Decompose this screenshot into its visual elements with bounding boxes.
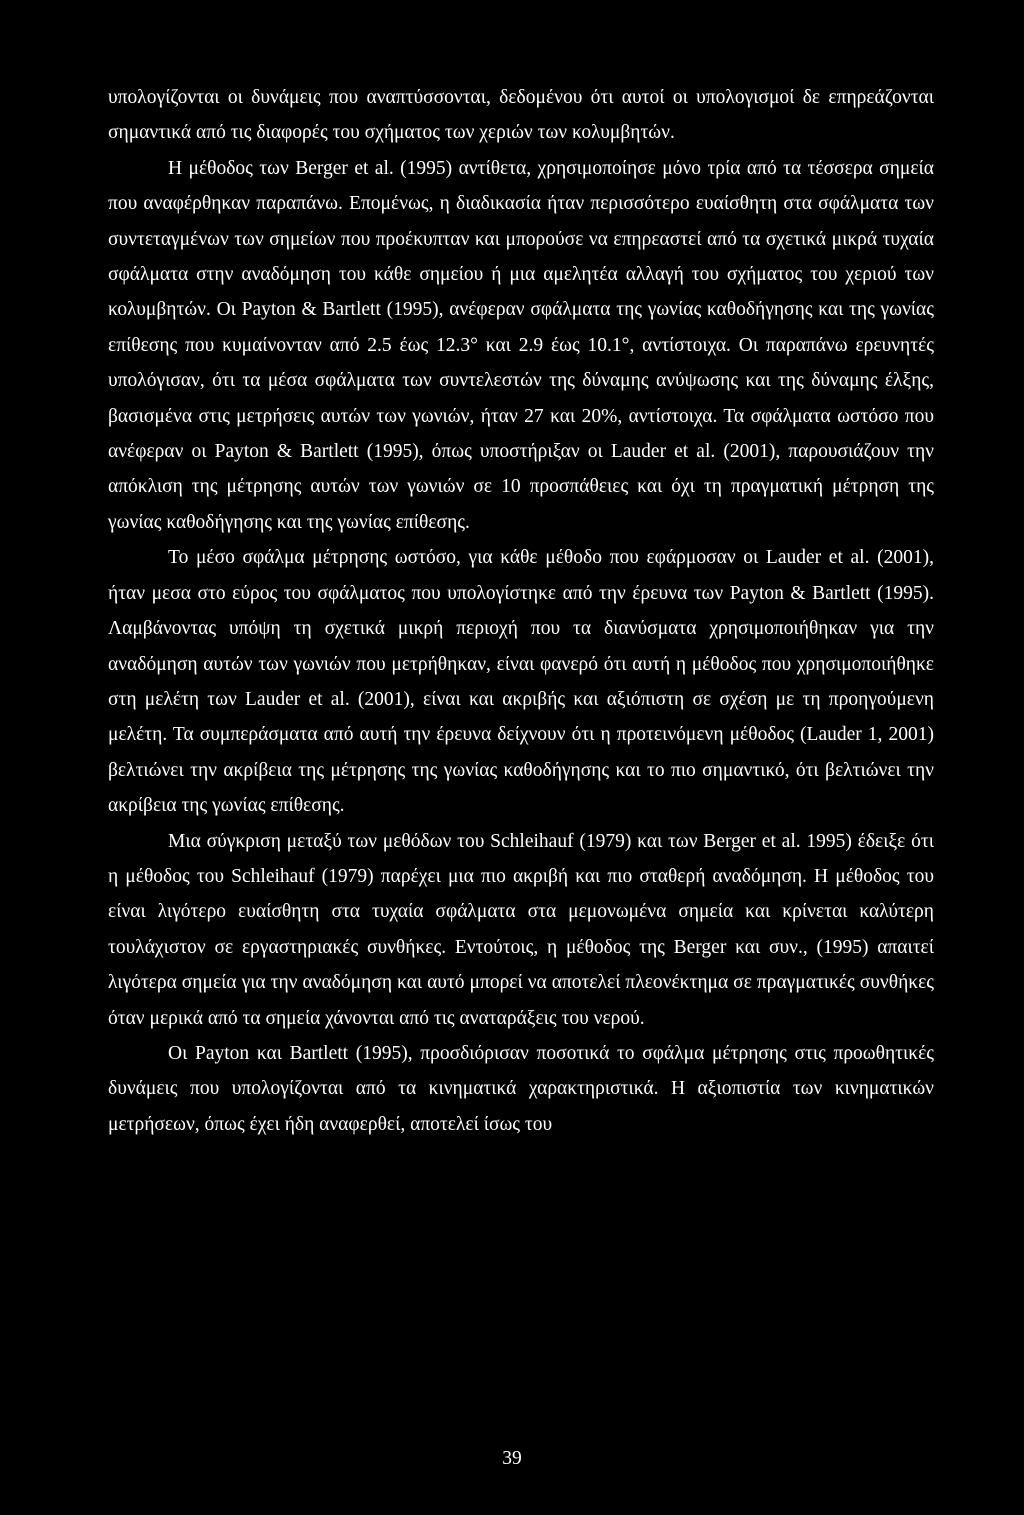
paragraph-3: Το μέσο σφάλμα μέτρησης ωστόσο, για κάθε μέθοδο που εφάρμοσαν οι Lauder et al. (2001), ήταν μεσα στο εύρος του σφάλματος που υπολογίστηκε από την έρευνα των Payton & Bartlett (1995). Λαμβάνοντας υπόψη τη σχετικά μικρή περιοχή που τα διανύσματα χρησιμοποιήθηκαν για την αναδόμηση αυτών των γωνιών που μετρήθηκαν, είναι φανερό ότι αυτή η μέθοδος που χρησιμοποιήθηκε στη μελέτη των Lauder et al. (2001), είναι και ακριβής και αξιόπιστη σε σχέση με τη προηγούμενη μελέτη. Τα συμπεράσματα από αυτή την έρευνα δείχνουν ότι η προτεινόμενη μέθοδος (Lauder 1, 2001) βελτιώνει την ακρίβεια της μέτρησης της γωνίας καθοδήγησης και το πιο σημαντικό, ότι βελτιώνει την ακρίβεια της γωνίας επίθεσης. <box>108 547 934 817</box>
paragraph-5: Οι Payton και Bartlett (1995), προσδιόρισαν ποσοτικά το σφάλμα μέτρησης στις προωθητικές δυνάμεις που υπολογίζονται από τα κινηματικά χαρακτηριστικά. Η αξιοπιστία των κινηματικών μετρήσεων, όπως έχει ήδη αναφερθεί, αποτελεί ίσως του <box>108 1042 934 1135</box>
page-number: 39 <box>502 1448 522 1469</box>
paragraph-2: Η μέθοδος των Berger et al. (1995) αντίθετα, χρησιμοποίησε μόνο τρία από τα τέσσερα σημεία που αναφέρθηκαν παραπάνω. Επομένως, η διαδικασία ήταν περισσότερο ευαίσθητη στα σφάλματα των συντεταγμένων των σημείων που προέκυπταν και μπορούσε να επηρεαστεί από τα σχετικά μικρά τυχαία σφάλματα στην αναδόμηση του κάθε σημείου ή μια αμελητέα αλλαγή του σχήματος του χεριού των κολυμβητών. Οι Payton & Bartlett (1995), ανέφεραν σφάλματα της γωνίας καθοδήγησης και της γωνίας επίθεσης που κυμαίνονταν από 2.5 έως 12.3° και 2.9 έως 10.1°, αντίστοιχα. Οι παραπάνω ερευνητές υπολόγισαν, ότι τα μέσα σφάλματα των συντελεστών της δύναμης ανύψωσης και της δύναμης έλξης, βασισμένα στις μετρήσεις αυτών των γωνιών, ήταν 27 και 20%, αντίστοιχα. Τα σφάλματα ωστόσο που ανέφεραν οι Payton & Bartlett (1995), όπως υποστήριξαν οι Lauder et al. (2001), παρουσιάζουν την απόκλιση της μέτρησης αυτών των γωνιών σε 10 προσπάθειες και όχι τη πραγματική μέτρηση της γωνίας καθοδήγησης και της γωνίας επίθεσης. <box>108 157 934 533</box>
paragraph-1: υπολογίζονται οι δυνάμεις που αναπτύσσονται, δεδομένου ότι αυτοί οι υπολογισμοί δε επηρεάζονται σημαντικά από τις διαφορές του σχήματος των χεριών των κολυμβητών. <box>108 87 934 144</box>
paragraph-4: Μια σύγκριση μεταξύ των μεθόδων του Schleihauf (1979) και των Berger et al. 1995) έδειξε ότι η μέθοδος του Schleihauf (1979) παρέχει μια πιο ακριβή και πιο σταθερή αναδόμηση. Η μέθοδος του είναι λιγότερο ευαίσθητη στα τυχαία σφάλματα στα μεμονωμένα σημεία και κρίνεται καλύτερη τουλάχιστον σε εργαστηριακές συνθήκες. Εντούτοις, η μέθοδος της Berger και συν., (1995) απαιτεί λιγότερα σημεία για την αναδόμηση και αυτό μπορεί να αποτελεί πλεονέκτημα σε πραγματικές συνθήκες όταν μερικά από τα σημεία χάνονται από τις αναταράξεις του νερού. <box>108 830 934 1029</box>
body-text <box>108 80 934 1142</box>
